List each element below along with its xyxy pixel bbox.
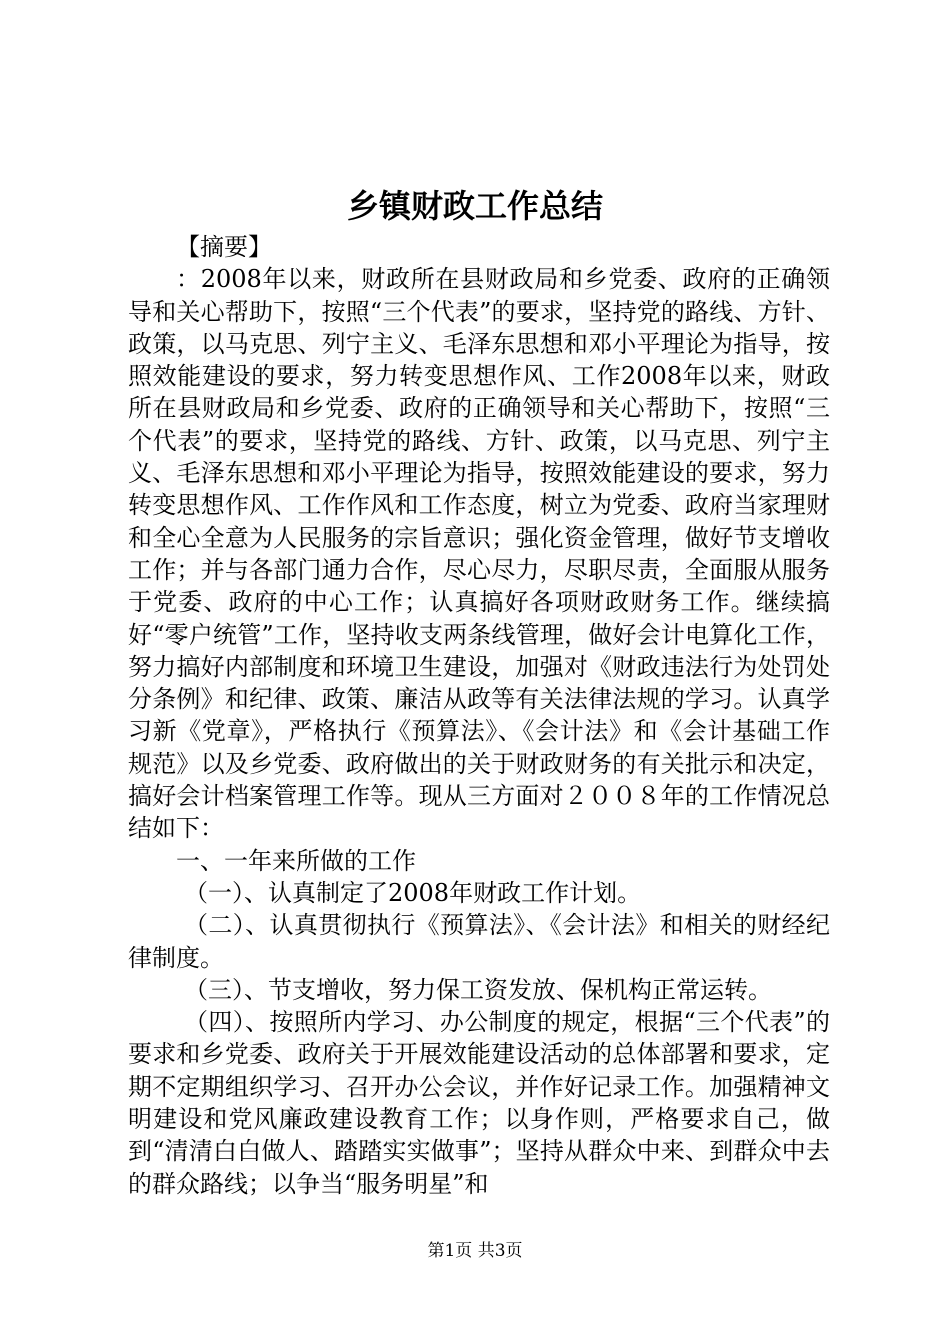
list-item: （三）、节支增收，努力保工资发放、保机构正常运转。 — [184, 975, 772, 1004]
list-item: （二）、认真贯彻执行《预算法》、《会计法》和相关的财经纪律制度。 — [128, 911, 830, 972]
document-title: 乡镇财政工作总结 — [346, 187, 603, 225]
abstract-heading: 【摘要】 — [176, 233, 272, 261]
page-footer: 第1页 共3页 — [427, 1241, 523, 1261]
list-item: （四）、按照所内学习、办公制度的规定，根据“三个代表”的要求和乡党委、政府关于开展效能建设活动的总体部署和要求，定期不定期组织学习、召开办公会议，并作好记录工作。加强精神文明建设和党风廉政建设教育工作；以身作则，严格要求自己，做到“清清白白做人、踏踏实实做事”；坚持从群众中来、到群众中去的群众路线；以争当“服务明星”和 — [128, 1008, 830, 1198]
document-body — [128, 231, 830, 1200]
abstract-paragraph: ：2008年以来，财政所在县财政局和乡党委、政府的正确领导和关心帮助下，按照“三个代表”的要求，坚持党的路线、方针、政策，以马克思、列宁主义、毛泽东思想和邓小平理论为指导，按照效能建设的要求，努力转变思想作风、工作2008年以来，财政所在县财政局和乡党委、政府的正确领导和关心帮助下，按照“三个代表”的要求，坚持党的路线、方针、政策，以马克思、列宁主义、毛泽东思想和邓小平理论为指导，按照效能建设的要求，努力转变思想作风、工作作风和工作态度，树立为党委、政府当家理财和全心全意为人民服务的宗旨意识；强化资金管理，做好节支增收工作；并与各部门通力合作，尽心尽力，尽职尽责，全面服从服务于党委、政府的中心工作；认真搞好各项财政财务工作。继续搞好“零户统管”工作，坚持收支两条线管理，做好会计电算化工作，努力搞好内部制度和环境卫生建设，加强对《财政违法行为处罚处分条例》和纪律、政策、廉洁从政等有关法律法规的学习。认真学习新《党章》，严格执行《预算法》、《会计法》和《会计基础工作规范》以及乡党委、政府做出的关于财政财务的有关批示和决定，搞好会计档案管理工作等。现从三方面对２００８年的工作情况总结如下： — [128, 265, 830, 843]
section-heading: 一、一年来所做的工作 — [176, 846, 416, 875]
list-item: （一）、认真制定了2008年财政工作计划。 — [184, 878, 642, 907]
